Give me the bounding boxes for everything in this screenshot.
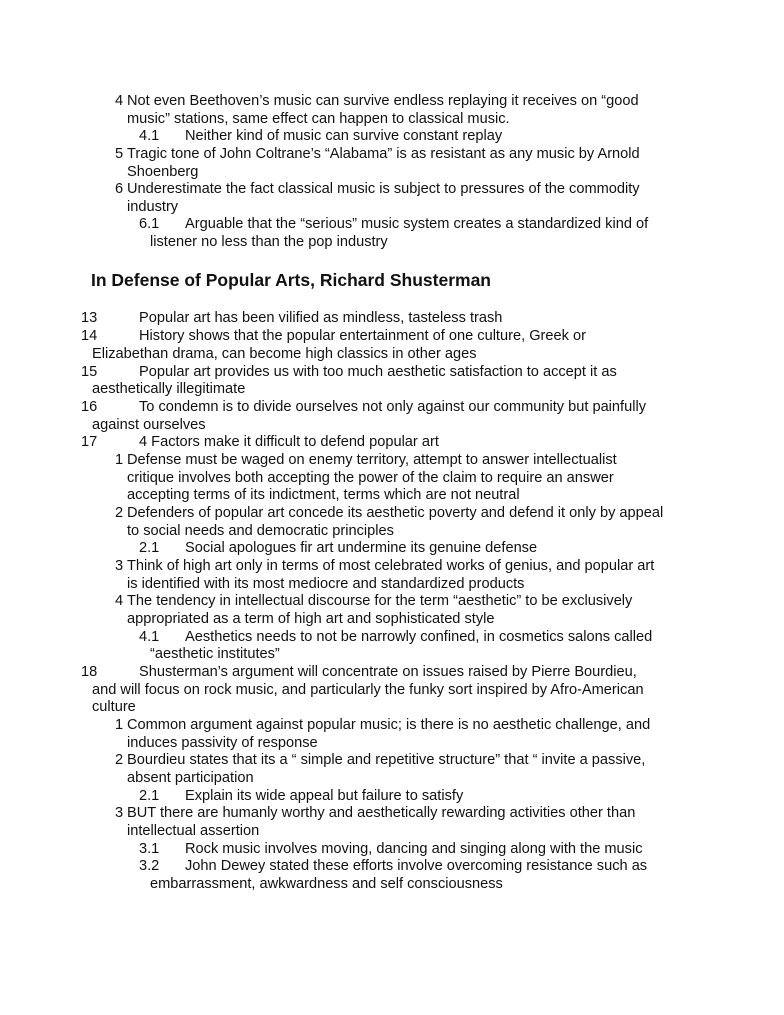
item-text: accepting terms of its indictment, terms which are not neutral (127, 487, 520, 503)
item-text: Think of high art only in terms of most celebrated works of genius, and popular art (127, 558, 655, 574)
item-text: appropriated as a term of high art and sophisticated style (127, 611, 495, 627)
item-text: to social needs and democratic principles (127, 523, 394, 539)
item-number: 17 (81, 434, 98, 450)
item-text: Social apologues fir art undermine its genuine defense (185, 540, 538, 556)
item-text: Aesthetics needs to not be narrowly confined, in cosmetics salons called (185, 629, 653, 645)
item-number: 2.1 (139, 788, 160, 804)
item-text: Defense must be waged on enemy territory, attempt to answer intellectualist (127, 452, 617, 468)
item-text: Common argument against popular music; is there is no aesthetic challenge, and (127, 717, 651, 733)
item-number: 4.1 (139, 629, 160, 645)
item-text: industry (127, 199, 179, 215)
item-text: Arguable that the “serious” music system creates a standardized kind of (185, 216, 649, 232)
item-number: 13 (81, 310, 98, 326)
item-text: culture (92, 699, 136, 715)
item-text: critique involves both accepting the power of the claim to require an answer (127, 470, 614, 486)
item-text: Underestimate the fact classical music is subject to pressures of the commodity (127, 181, 640, 197)
item-text: Rock music involves moving, dancing and singing along with the music (185, 841, 643, 857)
item-number: 4.1 (139, 128, 160, 144)
item-text: listener no less than the pop industry (150, 234, 388, 250)
item-number: 3 (115, 805, 124, 821)
item-text: embarrassment, awkwardness and self consciousness (150, 876, 503, 892)
item-text: Neither kind of music can survive constant replay (185, 128, 503, 144)
item-text: absent participation (127, 770, 254, 786)
item-text: Shusterman’s argument will concentrate on issues raised by Pierre Bourdieu, (139, 664, 637, 680)
item-text: Not even Beethoven’s music can survive endless replaying it receives on “good (127, 93, 639, 109)
item-number: 18 (81, 664, 98, 680)
item-number: 1 (115, 717, 124, 733)
section-heading: In Defense of Popular Arts, Richard Shusterman (91, 270, 491, 290)
item-number: 3 (115, 558, 124, 574)
item-number: 3.1 (139, 841, 160, 857)
item-number: 4 (115, 593, 124, 609)
item-text: Explain its wide appeal but failure to satisfy (185, 788, 464, 804)
item-number: 3.2 (139, 858, 160, 874)
item-text: Popular art provides us with too much aesthetic satisfaction to accept it as (139, 364, 617, 380)
item-text: BUT there are humanly worthy and aesthetically rewarding activities other than (127, 805, 636, 821)
item-text: Elizabethan drama, can become high classics in other ages (92, 346, 477, 362)
item-number: 6.1 (139, 216, 160, 232)
item-text: To condemn is to divide ourselves not only against our community but painfully (139, 399, 646, 415)
item-text: 4 Factors make it difficult to defend popular art (139, 434, 439, 450)
item-text: intellectual assertion (127, 823, 260, 839)
item-number: 16 (81, 399, 98, 415)
item-number: 2 (115, 752, 124, 768)
item-text: Defenders of popular art concede its aesthetic poverty and defend it only by appeal (127, 505, 664, 521)
item-text: Shoenberg (127, 164, 199, 180)
item-text: “aesthetic institutes” (150, 646, 280, 662)
item-text: Bourdieu states that its a “ simple and repetitive structure” that “ invite a passive, (127, 752, 646, 768)
item-number: 14 (81, 328, 98, 344)
item-number: 4 (115, 93, 124, 109)
item-text: against ourselves (92, 417, 206, 433)
item-number: 2 (115, 505, 124, 521)
item-text: John Dewey stated these efforts involve overcoming resistance such as (185, 858, 648, 874)
item-text: History shows that the popular entertainment of one culture, Greek or (139, 328, 586, 344)
item-number: 2.1 (139, 540, 160, 556)
item-number: 15 (81, 364, 98, 380)
item-text: music” stations, same effect can happen to classical music. (127, 111, 510, 127)
item-text: aesthetically illegitimate (92, 381, 246, 397)
item-text: Tragic tone of John Coltrane’s “Alabama” is as resistant as any music by Arnold (127, 146, 640, 162)
item-text: The tendency in intellectual discourse for the term “aesthetic” to be exclusively (127, 593, 633, 609)
item-text: Popular art has been vilified as mindless, tasteless trash (139, 310, 503, 326)
item-text: induces passivity of response (127, 735, 318, 751)
item-text: is identified with its most mediocre and standardized products (127, 576, 525, 592)
item-number: 1 (115, 452, 124, 468)
item-number: 5 (115, 146, 124, 162)
item-number: 6 (115, 181, 124, 197)
item-text: and will focus on rock music, and particularly the funky sort inspired by Afro-American (92, 682, 644, 698)
